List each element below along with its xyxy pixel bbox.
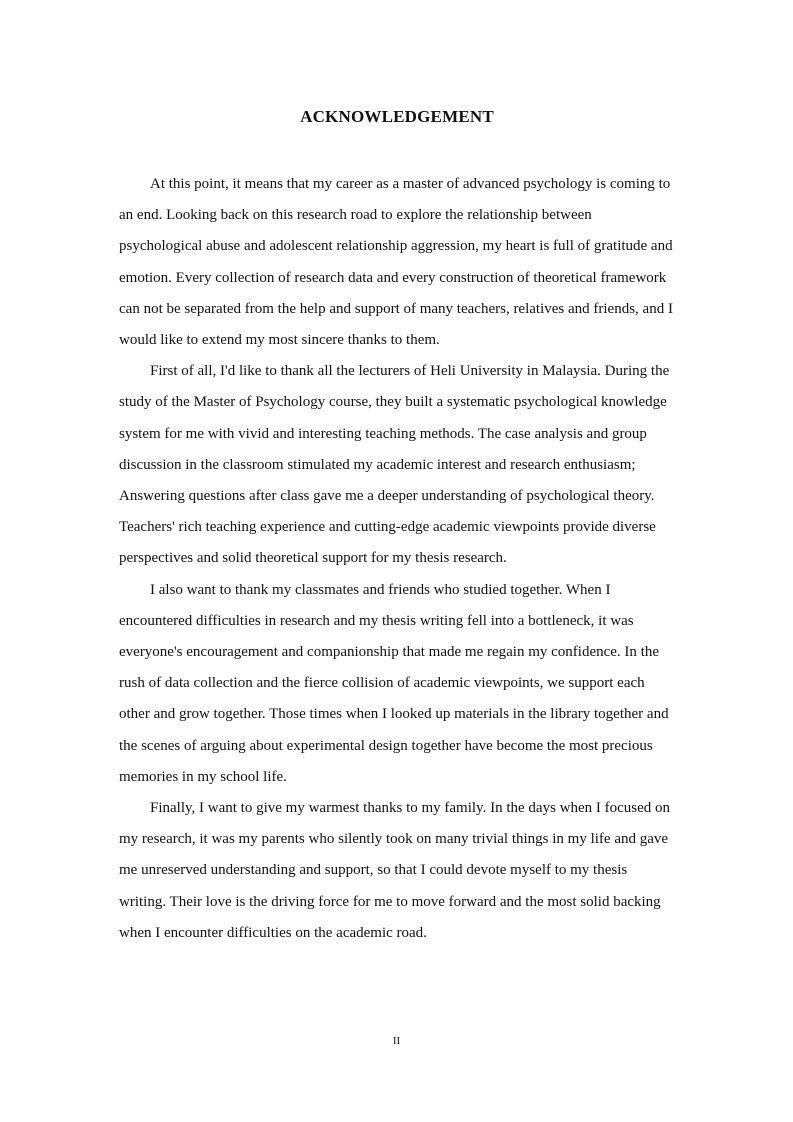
paragraph-thanks-lecturers: First of all, I'd like to thank all the lecturers of Heli University in Malaysia. During the study of the Master of Psychology course, they built a systematic psychological knowledge system for me with vivid and interesting teaching methods. The case analysis and group discussion in the classroom stimulated my academic interest and research enthusiasm; Answering questions after class gave me a deeper understanding of psychological theory. Teachers' rich teaching experience and cutting-edge academic viewpoints provide diverse perspectives and solid theoretical support for my thesis research. (119, 363, 670, 567)
paragraph-thanks-family: Finally, I want to give my warmest thanks to my family. In the days when I focused on my research, it was my parents who silently took on many trivial things in my life and gave me unreserved understanding and support, so that I could devote myself to my thesis writing. Their love is the driving force for me to move forward and the most solid backing when I encounter difficulties on the academic road. (119, 800, 671, 941)
paragraph-thanks-classmates: I also want to thank my classmates and friends who studied together. When I encountered difficulties in research and my thesis writing fell into a bottleneck, it was everyone's encouragement and companionship that made me regain my confidence. In the rush of data collection and the fierce collision of academic viewpoints, we support each other and grow together. Those times when I looked up materials in the library together and the scenes of arguing about experimental design together have become the most precious memories in my school life. (119, 581, 669, 785)
paragraph-career-ending: At this point, it means that my career as a master of advanced psychology is coming to an end. Looking back on this research road to explore the relationship between psychological abuse and adolescent relationship aggression, my heart is full of gratitude and emotion. Every collection of research data and every construction of theoretical framework can not be separated from the help and support of many teachers, relatives and friends, and I would like to extend my most sincere thanks to them. (119, 176, 673, 349)
page-number: II (392, 1035, 401, 1047)
page-title: ACKNOWLEDGEMENT (300, 107, 494, 126)
